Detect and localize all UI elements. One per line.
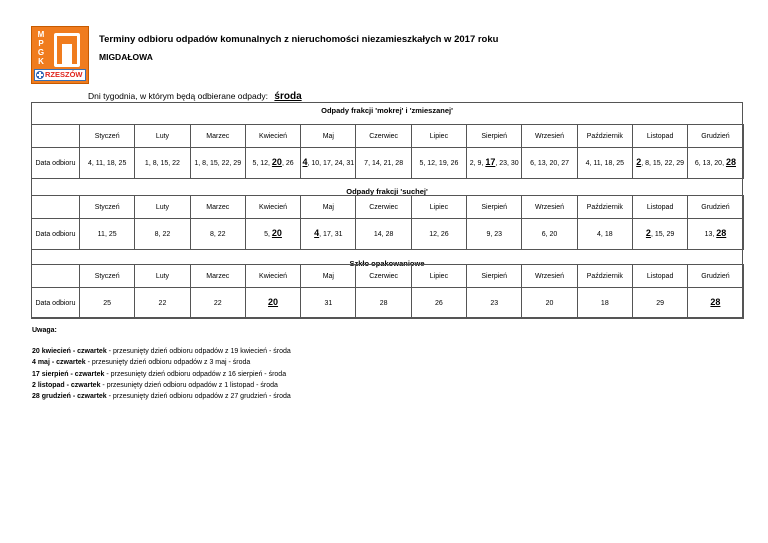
logo-letter: M xyxy=(37,30,45,39)
date-cell xyxy=(632,288,687,319)
date-text: 6, 20 xyxy=(541,230,558,238)
date-text: 7, 14, 21, 28 xyxy=(364,159,404,167)
date-text: 11, 25 xyxy=(97,230,117,238)
row-label: Data odbioru xyxy=(32,148,80,179)
logo-city-text: RZESZÓW xyxy=(45,70,83,79)
date-cell xyxy=(301,148,356,179)
note-item xyxy=(32,391,291,402)
date-text: 6, 13, 20, xyxy=(694,160,726,167)
month-header: Sierpień xyxy=(467,125,522,148)
date-text: 29 xyxy=(656,299,665,307)
moved-date: 20 xyxy=(271,157,282,167)
date-cell xyxy=(411,219,466,250)
dates-row xyxy=(32,148,744,179)
month-header: Grudzień xyxy=(688,125,743,148)
notes xyxy=(32,325,291,402)
moved-date: 28 xyxy=(725,157,736,167)
note-item xyxy=(32,346,291,357)
note-text: - przesunięty dzień odbioru odpadów z 16 sierpień - środa xyxy=(104,370,287,378)
moved-date: 20 xyxy=(268,297,279,307)
month-header: Grudzień xyxy=(688,265,743,288)
date-text: , 15, 29 xyxy=(650,231,675,238)
moved-date: 4 xyxy=(302,157,308,167)
month-header: Marzec xyxy=(190,125,245,148)
empty-cell xyxy=(32,265,80,288)
date-cell xyxy=(356,148,411,179)
empty-cell xyxy=(32,196,80,219)
date-cell xyxy=(688,148,743,179)
month-header: Grudzień xyxy=(688,196,743,219)
month-header: Maj xyxy=(301,125,356,148)
date-text: 13, xyxy=(704,231,717,238)
moved-date: 28 xyxy=(716,228,727,238)
section-title: Odpady frakcji 'mokrej' i 'zmieszanej' xyxy=(321,106,453,115)
date-text: 5, 12, xyxy=(252,160,272,167)
date-cell xyxy=(190,219,245,250)
month-header: Czerwiec xyxy=(356,196,411,219)
date-cell xyxy=(135,219,190,250)
empty-cell xyxy=(32,125,80,148)
note-text: - przesunięty dzień odbioru odpadów z 27 grudzień - środa xyxy=(106,393,291,401)
month-header: Kwiecień xyxy=(245,196,300,219)
date-text: , 26 xyxy=(281,160,294,167)
logo-letter: K xyxy=(38,57,44,66)
date-cell xyxy=(356,288,411,319)
note-date: 17 sierpień - czwartek xyxy=(32,370,105,378)
moved-date: 2 xyxy=(636,157,642,167)
mpgk-logo xyxy=(31,26,89,84)
month-header: Marzec xyxy=(190,265,245,288)
date-text: 28 xyxy=(379,299,388,307)
date-cell xyxy=(190,288,245,319)
schedule-table xyxy=(31,124,744,179)
schedule-table xyxy=(31,264,744,319)
month-header-row xyxy=(32,265,744,288)
date-cell xyxy=(411,288,466,319)
note-item xyxy=(32,357,291,368)
date-text: 5, 12, 19, 26 xyxy=(419,159,459,167)
month-header: Listopad xyxy=(632,196,687,219)
month-header: Styczeń xyxy=(80,196,135,219)
month-header: Październik xyxy=(577,125,632,148)
date-cell xyxy=(80,148,135,179)
date-text: 14, 28 xyxy=(373,230,394,238)
date-cell xyxy=(688,219,743,250)
date-cell xyxy=(467,288,522,319)
date-cell xyxy=(301,219,356,250)
date-text: 22 xyxy=(158,299,167,307)
notes-heading: Uwaga: xyxy=(32,327,57,334)
cross-icon xyxy=(36,71,44,79)
weekday-value: środa xyxy=(274,91,302,102)
weekday-line xyxy=(88,91,302,102)
date-cell xyxy=(577,219,632,250)
date-text: 6, 13, 20, 27 xyxy=(530,159,569,167)
month-header: Styczeń xyxy=(80,125,135,148)
moved-date: 20 xyxy=(271,228,282,238)
note-date: 28 grudzień - czwartek xyxy=(32,393,107,401)
month-header: Czerwiec xyxy=(356,265,411,288)
date-text: 4, 11, 18, 25 xyxy=(585,159,625,167)
logo-letter: P xyxy=(38,39,44,48)
date-cell xyxy=(80,288,135,319)
date-cell xyxy=(577,148,632,179)
date-cell xyxy=(356,219,411,250)
date-text: 12, 26 xyxy=(429,230,449,238)
date-text: 1, 8, 15, 22 xyxy=(144,159,180,167)
date-cell xyxy=(245,219,300,250)
section-title: Szkło opakowaniowe xyxy=(349,259,425,268)
note-text: - przesunięty dzień odbioru odpadów z 1 listopad - środa xyxy=(100,381,278,389)
date-text: , 8, 15, 22, 29 xyxy=(641,160,685,167)
logo-door-icon xyxy=(54,33,80,67)
date-text: 8, 22 xyxy=(154,230,171,238)
note-item xyxy=(32,369,291,380)
note-text: - przesunięty dzień odbioru odpadów z 3 maj - środa xyxy=(85,359,251,367)
month-header: Sierpień xyxy=(467,196,522,219)
date-cell xyxy=(688,288,743,319)
schedule-table xyxy=(31,195,744,250)
month-header: Luty xyxy=(135,265,190,288)
month-header-row xyxy=(32,125,744,148)
month-header: Luty xyxy=(135,125,190,148)
month-header: Lipiec xyxy=(411,196,466,219)
month-header: Wrzesień xyxy=(522,125,577,148)
moved-date: 28 xyxy=(710,297,721,307)
date-cell xyxy=(522,148,577,179)
month-header: Październik xyxy=(577,196,632,219)
date-text: , 10, 17, 24, 31 xyxy=(307,160,355,167)
date-text: 22 xyxy=(213,299,222,307)
date-cell xyxy=(301,288,356,319)
month-header: Maj xyxy=(301,196,356,219)
date-cell xyxy=(632,219,687,250)
note-date: 4 maj - czwartek xyxy=(32,359,86,367)
date-text: 1, 8, 15, 22, 29 xyxy=(194,159,242,167)
month-header: Wrzesień xyxy=(522,265,577,288)
month-header: Listopad xyxy=(632,125,687,148)
date-cell xyxy=(632,148,687,179)
date-text: 8, 22 xyxy=(209,230,226,238)
date-text: 4, 18 xyxy=(597,230,613,238)
date-cell xyxy=(80,219,135,250)
date-text: 20 xyxy=(545,299,554,307)
month-header: Kwiecień xyxy=(245,265,300,288)
date-text: 18 xyxy=(600,299,609,307)
street-name: MIGDAŁOWA xyxy=(99,52,153,62)
moved-date: 2 xyxy=(645,228,651,238)
date-text: 4, 11, 18, 25 xyxy=(87,159,127,167)
logo-letter: G xyxy=(37,48,45,57)
date-text: 26 xyxy=(435,299,443,307)
date-cell xyxy=(467,219,522,250)
month-header: Luty xyxy=(135,196,190,219)
section-title: Odpady frakcji 'suchej' xyxy=(346,187,428,196)
month-header: Listopad xyxy=(632,265,687,288)
month-header: Lipiec xyxy=(411,265,466,288)
month-header: Sierpień xyxy=(467,265,522,288)
date-text: , 23, 30 xyxy=(495,160,519,167)
note-text: - przesunięty dzień odbioru odpadów z 19 kwiecień - środa xyxy=(106,348,291,356)
month-header: Wrzesień xyxy=(522,196,577,219)
date-text: 23 xyxy=(490,299,499,307)
month-header: Kwiecień xyxy=(245,125,300,148)
note-item xyxy=(32,380,291,391)
month-header: Marzec xyxy=(190,196,245,219)
moved-date: 17 xyxy=(485,157,496,167)
date-cell xyxy=(135,148,190,179)
note-date: 20 kwiecień - czwartek xyxy=(32,348,107,356)
date-text: 25 xyxy=(103,299,112,307)
date-text: 2, 9, xyxy=(469,160,486,167)
date-cell xyxy=(245,148,300,179)
moved-date: 4 xyxy=(314,228,320,238)
date-cell xyxy=(135,288,190,319)
date-cell xyxy=(467,148,522,179)
date-cell xyxy=(522,288,577,319)
month-header: Październik xyxy=(577,265,632,288)
date-text: 9, 23 xyxy=(486,230,503,238)
dates-row xyxy=(32,219,744,250)
month-header: Maj xyxy=(301,265,356,288)
date-cell xyxy=(522,219,577,250)
logo-letters xyxy=(35,30,47,66)
month-header: Styczeń xyxy=(80,265,135,288)
weekday-label: Dni tygodnia, w którym będą odbierane odpady: xyxy=(88,91,269,101)
row-label: Data odbioru xyxy=(32,288,80,319)
date-cell xyxy=(577,288,632,319)
month-header: Lipiec xyxy=(411,125,466,148)
date-text: , 17, 31 xyxy=(319,231,343,238)
date-text: 5, xyxy=(264,231,272,238)
logo-city xyxy=(34,69,86,81)
date-text: 31 xyxy=(324,299,333,307)
dates-row xyxy=(32,288,744,319)
page-title: Terminy odbioru odpadów komunalnych z nieruchomości niezamieszkałych w 2017 roku xyxy=(99,34,499,45)
note-date: 2 listopad - czwartek xyxy=(32,381,101,389)
row-label: Data odbioru xyxy=(32,219,80,250)
month-header-row xyxy=(32,196,744,219)
date-cell xyxy=(411,148,466,179)
month-header: Czerwiec xyxy=(356,125,411,148)
date-cell xyxy=(190,148,245,179)
date-cell xyxy=(245,288,300,319)
